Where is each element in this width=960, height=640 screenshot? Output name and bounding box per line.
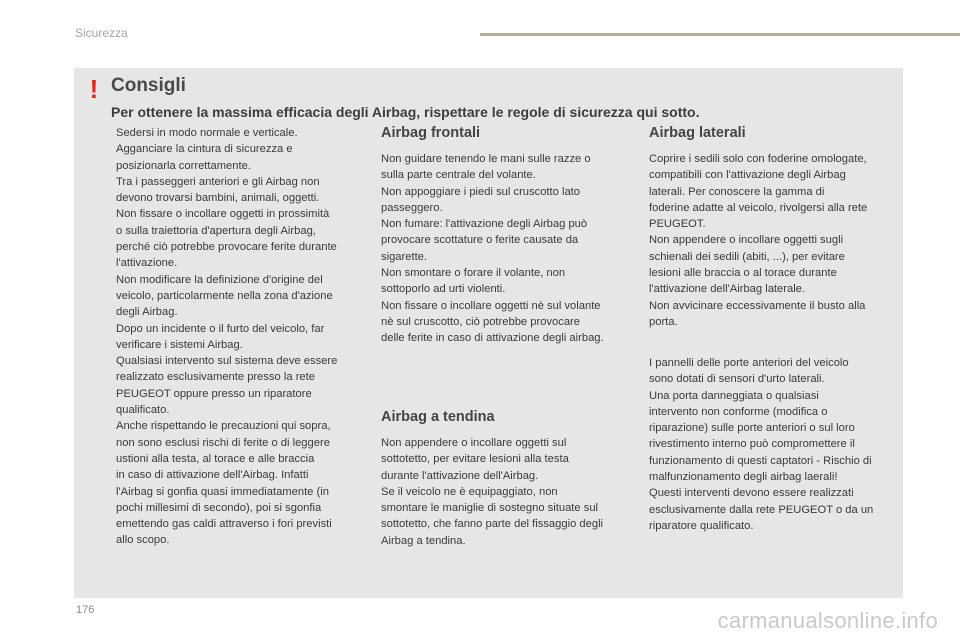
text-line: Questi interventi devono essere realizzati <box>649 487 854 500</box>
text-line: Non appoggiare i piedi sul cruscotto lato <box>381 185 581 198</box>
text-line: Non smontare o forare il volante, non <box>381 267 566 280</box>
text-line: l'attivazione. <box>116 257 178 270</box>
frontal-airbag-heading: Airbag frontali <box>381 125 481 141</box>
text-line: emettendo gas caldi attraverso i fori previsti <box>116 518 332 531</box>
text-line: delle ferite in caso di attivazione degli airbag. <box>381 332 604 345</box>
text-line: nè sul cruscotto, ciò potrebbe provocare <box>381 315 580 328</box>
curtain-airbag-text <box>381 435 631 549</box>
curtain-airbag-section <box>381 408 631 549</box>
text-line: Non fissare o incollare oggetti nè sul volante <box>381 299 601 312</box>
section-label: Sicurezza <box>75 26 128 40</box>
text-line: riparazione) sulle porte anteriori o sul loro <box>649 422 855 435</box>
text-line: funzionamento di questi captatori - Rischio di <box>649 454 872 467</box>
watermark: carmanualsonline.info <box>717 608 938 633</box>
text-line: Sedersi in modo normale e verticale. <box>116 127 298 139</box>
text-line: verificare i sistemi Airbag. <box>116 338 243 351</box>
text-line: smontare le maniglie di sostegno situate sul <box>381 502 599 515</box>
text-line: lesioni alle braccia o al torace durante <box>649 267 837 280</box>
text-line: schienali dei sedili (abiti, ...), per evitare <box>649 250 845 263</box>
text-line: provocare scottature o ferite causate da <box>381 234 579 247</box>
text-line: porta. <box>649 315 678 328</box>
text-line: Non fissare o incollare oggetti in prossimità <box>116 208 330 221</box>
text-line: o sulla traiettoria d'apertura degli Airbag, <box>116 224 316 237</box>
text-line: Dopo un incidente o il furto del veicolo, far <box>116 322 325 335</box>
text-line: riparatore qualificato. <box>649 519 754 532</box>
text-line: Non modificare la definizione d'origine del <box>116 273 323 286</box>
text-line: Agganciare la cintura di sicurezza e <box>116 143 293 156</box>
text-line: devono trovarsi bambini, animali, oggetti. <box>116 192 320 205</box>
text-line: Qualsiasi intervento sul sistema deve essere <box>116 355 338 368</box>
general-advice-text <box>116 125 361 549</box>
text-line: Coprire i sedili solo con foderine omologate, <box>649 153 867 165</box>
text-line: veicolo, particolarmente nella zona d'azione <box>116 289 333 302</box>
text-line: intervento non conforme (modifica o <box>649 405 828 418</box>
text-line: rivestimento interno può compromettere il <box>649 438 855 451</box>
text-line: foderine adatte al veicolo, rivolgersi alla rete <box>649 201 868 214</box>
box-subtitle: Per ottenere la massima efficacia degli Airbag, rispettare le regole di sicurezza qui sotto. <box>111 104 700 120</box>
text-line: l'attivazione dell'Airbag laterale. <box>649 283 806 296</box>
text-line: I pannelli delle porte anteriori del veicolo <box>649 357 849 369</box>
text-line: malfunzionamento degli airbag laerali! <box>649 471 838 484</box>
text-line: posizionarla correttamente. <box>116 159 251 172</box>
text-line: ustioni alla testa, al torace e alle braccia <box>116 452 315 465</box>
text-line: sono dotati di sensori d'urto laterali. <box>649 373 825 386</box>
text-line: esclusivamente dalla rete PEUGEOT o da un <box>649 503 874 516</box>
text-line: PEUGEOT. <box>649 218 706 231</box>
side-airbag-heading: Airbag laterali <box>649 125 746 141</box>
side-airbag-text <box>649 151 901 330</box>
text-line: Una porta danneggiata o qualsiasi <box>649 389 819 402</box>
text-line: passeggero. <box>381 201 443 214</box>
page-number: 176 <box>76 604 95 616</box>
text-line: Non guidare tenendo le mani sulle razze o <box>381 153 591 165</box>
text-line: durante l'attivazione dell'Airbag. <box>381 469 539 482</box>
text-line: perché ciò potrebbe provocare ferite durante <box>116 241 337 254</box>
text-line: Airbag a tendina. <box>381 534 466 547</box>
door-sensor-text <box>649 355 901 534</box>
text-line: compatibili con l'attivazione degli Airbag <box>649 169 846 182</box>
text-line: Non appendere o incollare oggetti sugli <box>649 234 844 247</box>
text-line: PEUGEOT oppure presso un riparatore <box>116 387 312 400</box>
text-line: sottotetto, per evitare lesioni alla testa <box>381 453 569 466</box>
text-line: non sono esclusi rischi di ferite o di leggere <box>116 436 330 449</box>
text-line: Tra i passeggeri anteriori e gli Airbag non <box>116 175 320 188</box>
text-line: sottotetto, che fanno parte del fissaggio degli <box>381 518 604 531</box>
text-line: laterali. Per conoscere la gamma di <box>649 185 825 198</box>
general-advice-column <box>116 125 361 549</box>
text-line: Non appendere o incollare oggetti sul <box>381 437 567 449</box>
text-line: Anche rispettando le precauzioni qui sopra, <box>116 420 331 433</box>
text-line: in caso di attivazione dell'Airbag. Infatti <box>116 469 309 482</box>
text-line: degli Airbag. <box>116 306 178 319</box>
side-airbag-section <box>649 124 901 330</box>
text-line: allo scopo. <box>116 534 170 547</box>
text-line: qualificato. <box>116 404 170 417</box>
text-line: sottoporlo ad urti violenti. <box>381 283 506 296</box>
box-title: Consigli <box>111 75 186 96</box>
text-line: Se il veicolo ne è equipaggiato, non <box>381 485 558 498</box>
door-sensor-section <box>649 355 901 534</box>
text-line: sulla parte centrale del volante. <box>381 169 536 182</box>
text-line: l'Airbag si gonfia quasi immediatamente (in <box>116 485 329 498</box>
header-rule <box>480 33 960 36</box>
frontal-airbag-text <box>381 151 631 347</box>
frontal-airbag-section <box>381 124 631 347</box>
text-line: realizzato esclusivamente presso la rete <box>116 371 315 384</box>
exclamation-warning-icon: ! <box>89 74 99 104</box>
text-line: sigarette. <box>381 250 428 263</box>
text-line: Non fumare: l'attivazione degli Airbag può <box>381 218 588 231</box>
text-line: Non avvicinare eccessivamente il busto alla <box>649 299 866 312</box>
curtain-airbag-heading: Airbag a tendina <box>381 409 495 425</box>
text-line: pochi millesimi di secondo), poi si sgonfia <box>116 501 322 514</box>
